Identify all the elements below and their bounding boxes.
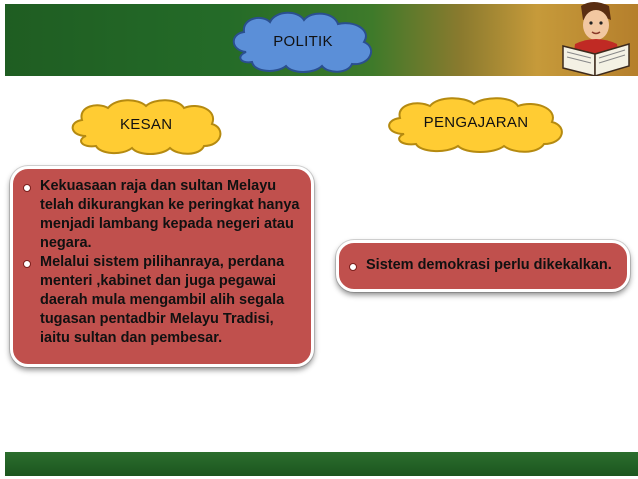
kesan-point-1: Kekuasaan raja dan sultan Melayu telah dikurangkan ke peringkat hanya menjadi lambang kepada negeri atau negara. xyxy=(40,178,300,251)
title-cloud xyxy=(228,8,378,74)
bottom-bar xyxy=(5,452,638,476)
pengajaran-list xyxy=(339,256,627,275)
bullet-dot xyxy=(23,260,31,268)
bullet-dot xyxy=(349,263,357,271)
list-item xyxy=(339,256,627,275)
list-item xyxy=(13,177,305,253)
kesan-point-2: Melalui sistem pilihanraya, perdana menteri ,kabinet dan juga pegawai daerah mula mengambil alih segala tugasan pentadbir Melayu Tradisi, iaitu sultan dan pembesar. xyxy=(40,254,285,346)
bullet-dot xyxy=(23,184,31,192)
pengajaran-box xyxy=(336,240,630,292)
pengajaran-point-1: Sistem demokrasi perlu dikekalkan. xyxy=(366,257,612,273)
kesan-heading-cloud xyxy=(66,96,228,156)
list-item xyxy=(13,253,305,348)
kesan-heading: KESAN xyxy=(120,116,173,133)
kesan-list xyxy=(13,177,305,348)
reading-boy-icon xyxy=(553,0,637,76)
page-title: POLITIK xyxy=(273,33,333,50)
kesan-box xyxy=(10,166,314,367)
pengajaran-heading-cloud xyxy=(382,94,570,154)
pengajaran-heading: PENGAJARAN xyxy=(423,114,529,131)
